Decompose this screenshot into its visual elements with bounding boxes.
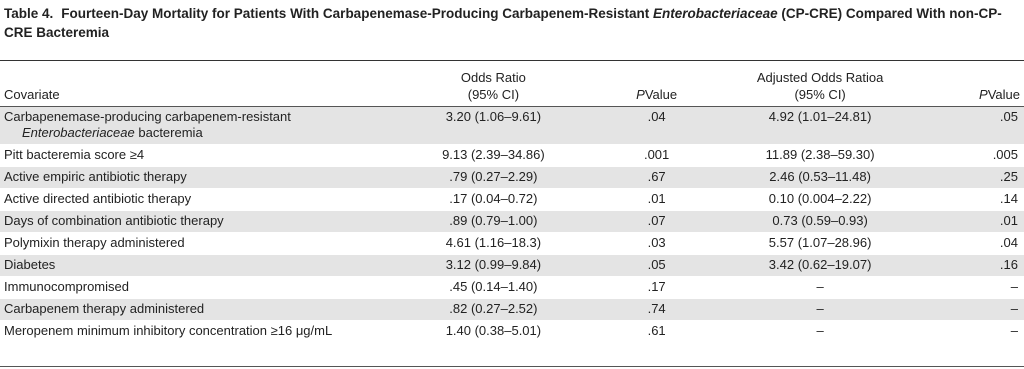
table-row — [0, 189, 1024, 211]
cell-covariate: Pitt bacteremia score ≥4 — [0, 145, 388, 167]
table-title-part1: Fourteen-Day Mortality for Patients With Carbapenemase-Producing Carbapenem-Resistant — [61, 6, 654, 21]
header-adjusted-p-value — [926, 68, 1024, 107]
cell-adjusted-odds-ratio: 0.10 (0.004–2.22) — [714, 189, 926, 211]
cell-odds-ratio: .82 (0.27–2.52) — [388, 299, 599, 321]
cell-p-value: .61 — [599, 321, 714, 343]
table-body — [0, 107, 1024, 343]
table-row — [0, 211, 1024, 233]
cell-adjusted-odds-ratio: 2.46 (0.53–11.48) — [714, 167, 926, 189]
cell-adjusted-p-value: – — [926, 321, 1024, 343]
cell-covariate: Polymixin therapy administered — [0, 233, 388, 255]
cell-adjusted-p-value: .05 — [926, 107, 1024, 145]
cell-adjusted-p-value: .01 — [926, 211, 1024, 233]
cell-p-value: .04 — [599, 107, 714, 145]
header-p-rest: Value — [644, 87, 678, 102]
covariate-label: Carbapenemase-producing carbapenem-resistant — [4, 109, 291, 124]
header-adjusted-p-italic: P — [979, 87, 988, 102]
cell-adjusted-p-value: .25 — [926, 167, 1024, 189]
cell-adjusted-p-value: – — [926, 277, 1024, 299]
header-adjusted-odds-ratio-line2: (95% CI) — [794, 87, 846, 102]
header-odds-ratio — [388, 68, 599, 107]
table-row — [0, 145, 1024, 167]
header-adjusted-p-rest: Value — [987, 87, 1020, 102]
cell-p-value: .05 — [599, 255, 714, 277]
cell-adjusted-odds-ratio: 0.73 (0.59–0.93) — [714, 211, 926, 233]
cell-covariate: Days of combination antibiotic therapy — [0, 211, 388, 233]
cell-odds-ratio: 1.40 (0.38–5.01) — [388, 321, 599, 343]
cell-odds-ratio: 3.12 (0.99–9.84) — [388, 255, 599, 277]
cell-p-value: .74 — [599, 299, 714, 321]
covariate-line2-rest: bacteremia — [134, 125, 203, 140]
cell-odds-ratio: 9.13 (2.39–34.86) — [388, 145, 599, 167]
table-row — [0, 299, 1024, 321]
table-header — [0, 68, 1024, 107]
cell-p-value: .67 — [599, 167, 714, 189]
header-row — [0, 68, 1024, 107]
cell-adjusted-odds-ratio: 5.57 (1.07–28.96) — [714, 233, 926, 255]
table-row — [0, 321, 1024, 343]
cell-covariate: Meropenem minimum inhibitory concentration ≥16 μg/mL — [0, 321, 388, 343]
cell-adjusted-odds-ratio: 3.42 (0.62–19.07) — [714, 255, 926, 277]
header-covariate-label: Covariate — [4, 87, 60, 102]
cell-adjusted-p-value: .005 — [926, 145, 1024, 167]
mortality-table — [0, 68, 1024, 343]
cell-covariate: Immunocompromised — [0, 277, 388, 299]
cell-covariate: Carbapenem therapy administered — [0, 299, 388, 321]
table-row — [0, 167, 1024, 189]
table-row — [0, 255, 1024, 277]
table-caption — [4, 4, 1020, 42]
cell-odds-ratio: .17 (0.04–0.72) — [388, 189, 599, 211]
cell-odds-ratio: 3.20 (1.06–9.61) — [388, 107, 599, 145]
cell-covariate: Active directed antibiotic therapy — [0, 189, 388, 211]
table-title-italic: Enterobacteriaceae — [653, 6, 778, 21]
header-adjusted-odds-ratio-line1: Adjusted Odds Ratioa — [756, 70, 884, 85]
cell-adjusted-odds-ratio: 11.89 (2.38–59.30) — [714, 145, 926, 167]
cell-odds-ratio: .89 (0.79–1.00) — [388, 211, 599, 233]
cell-p-value: .07 — [599, 211, 714, 233]
cell-covariate: Diabetes — [0, 255, 388, 277]
cell-adjusted-odds-ratio: – — [714, 321, 926, 343]
covariate-label-line2 — [4, 125, 384, 141]
table-number: Table 4. — [4, 6, 54, 21]
cell-odds-ratio: .45 (0.14–1.40) — [388, 277, 599, 299]
table-top-rule — [0, 60, 1024, 61]
cell-p-value: .03 — [599, 233, 714, 255]
cell-adjusted-odds-ratio: – — [714, 277, 926, 299]
cell-adjusted-odds-ratio: 4.92 (1.01–24.81) — [714, 107, 926, 145]
cell-p-value: .001 — [599, 145, 714, 167]
table-row — [0, 107, 1024, 145]
header-odds-ratio-line2: (95% CI) — [467, 87, 520, 102]
header-p-value — [599, 68, 714, 107]
header-adjusted-odds-ratio — [714, 68, 926, 107]
covariate-italic: Enterobacteriaceae — [22, 125, 135, 140]
header-covariate — [0, 68, 388, 107]
cell-odds-ratio: .79 (0.27–2.29) — [388, 167, 599, 189]
table-title-part2: (CP-CRE) Compared With non-CP-CRE Bacteremia — [4, 6, 1002, 40]
table-row — [0, 233, 1024, 255]
cell-covariate — [0, 107, 388, 145]
header-odds-ratio-line1: Odds Ratio — [460, 70, 526, 85]
header-p-italic: P — [636, 87, 645, 102]
cell-p-value: .01 — [599, 189, 714, 211]
table-bottom-rule — [0, 366, 1024, 367]
cell-p-value: .17 — [599, 277, 714, 299]
cell-adjusted-p-value: .16 — [926, 255, 1024, 277]
cell-covariate: Active empiric antibiotic therapy — [0, 167, 388, 189]
table-row — [0, 277, 1024, 299]
cell-adjusted-odds-ratio: – — [714, 299, 926, 321]
cell-adjusted-p-value: .04 — [926, 233, 1024, 255]
cell-odds-ratio: 4.61 (1.16–18.3) — [388, 233, 599, 255]
cell-adjusted-p-value: – — [926, 299, 1024, 321]
cell-adjusted-p-value: .14 — [926, 189, 1024, 211]
